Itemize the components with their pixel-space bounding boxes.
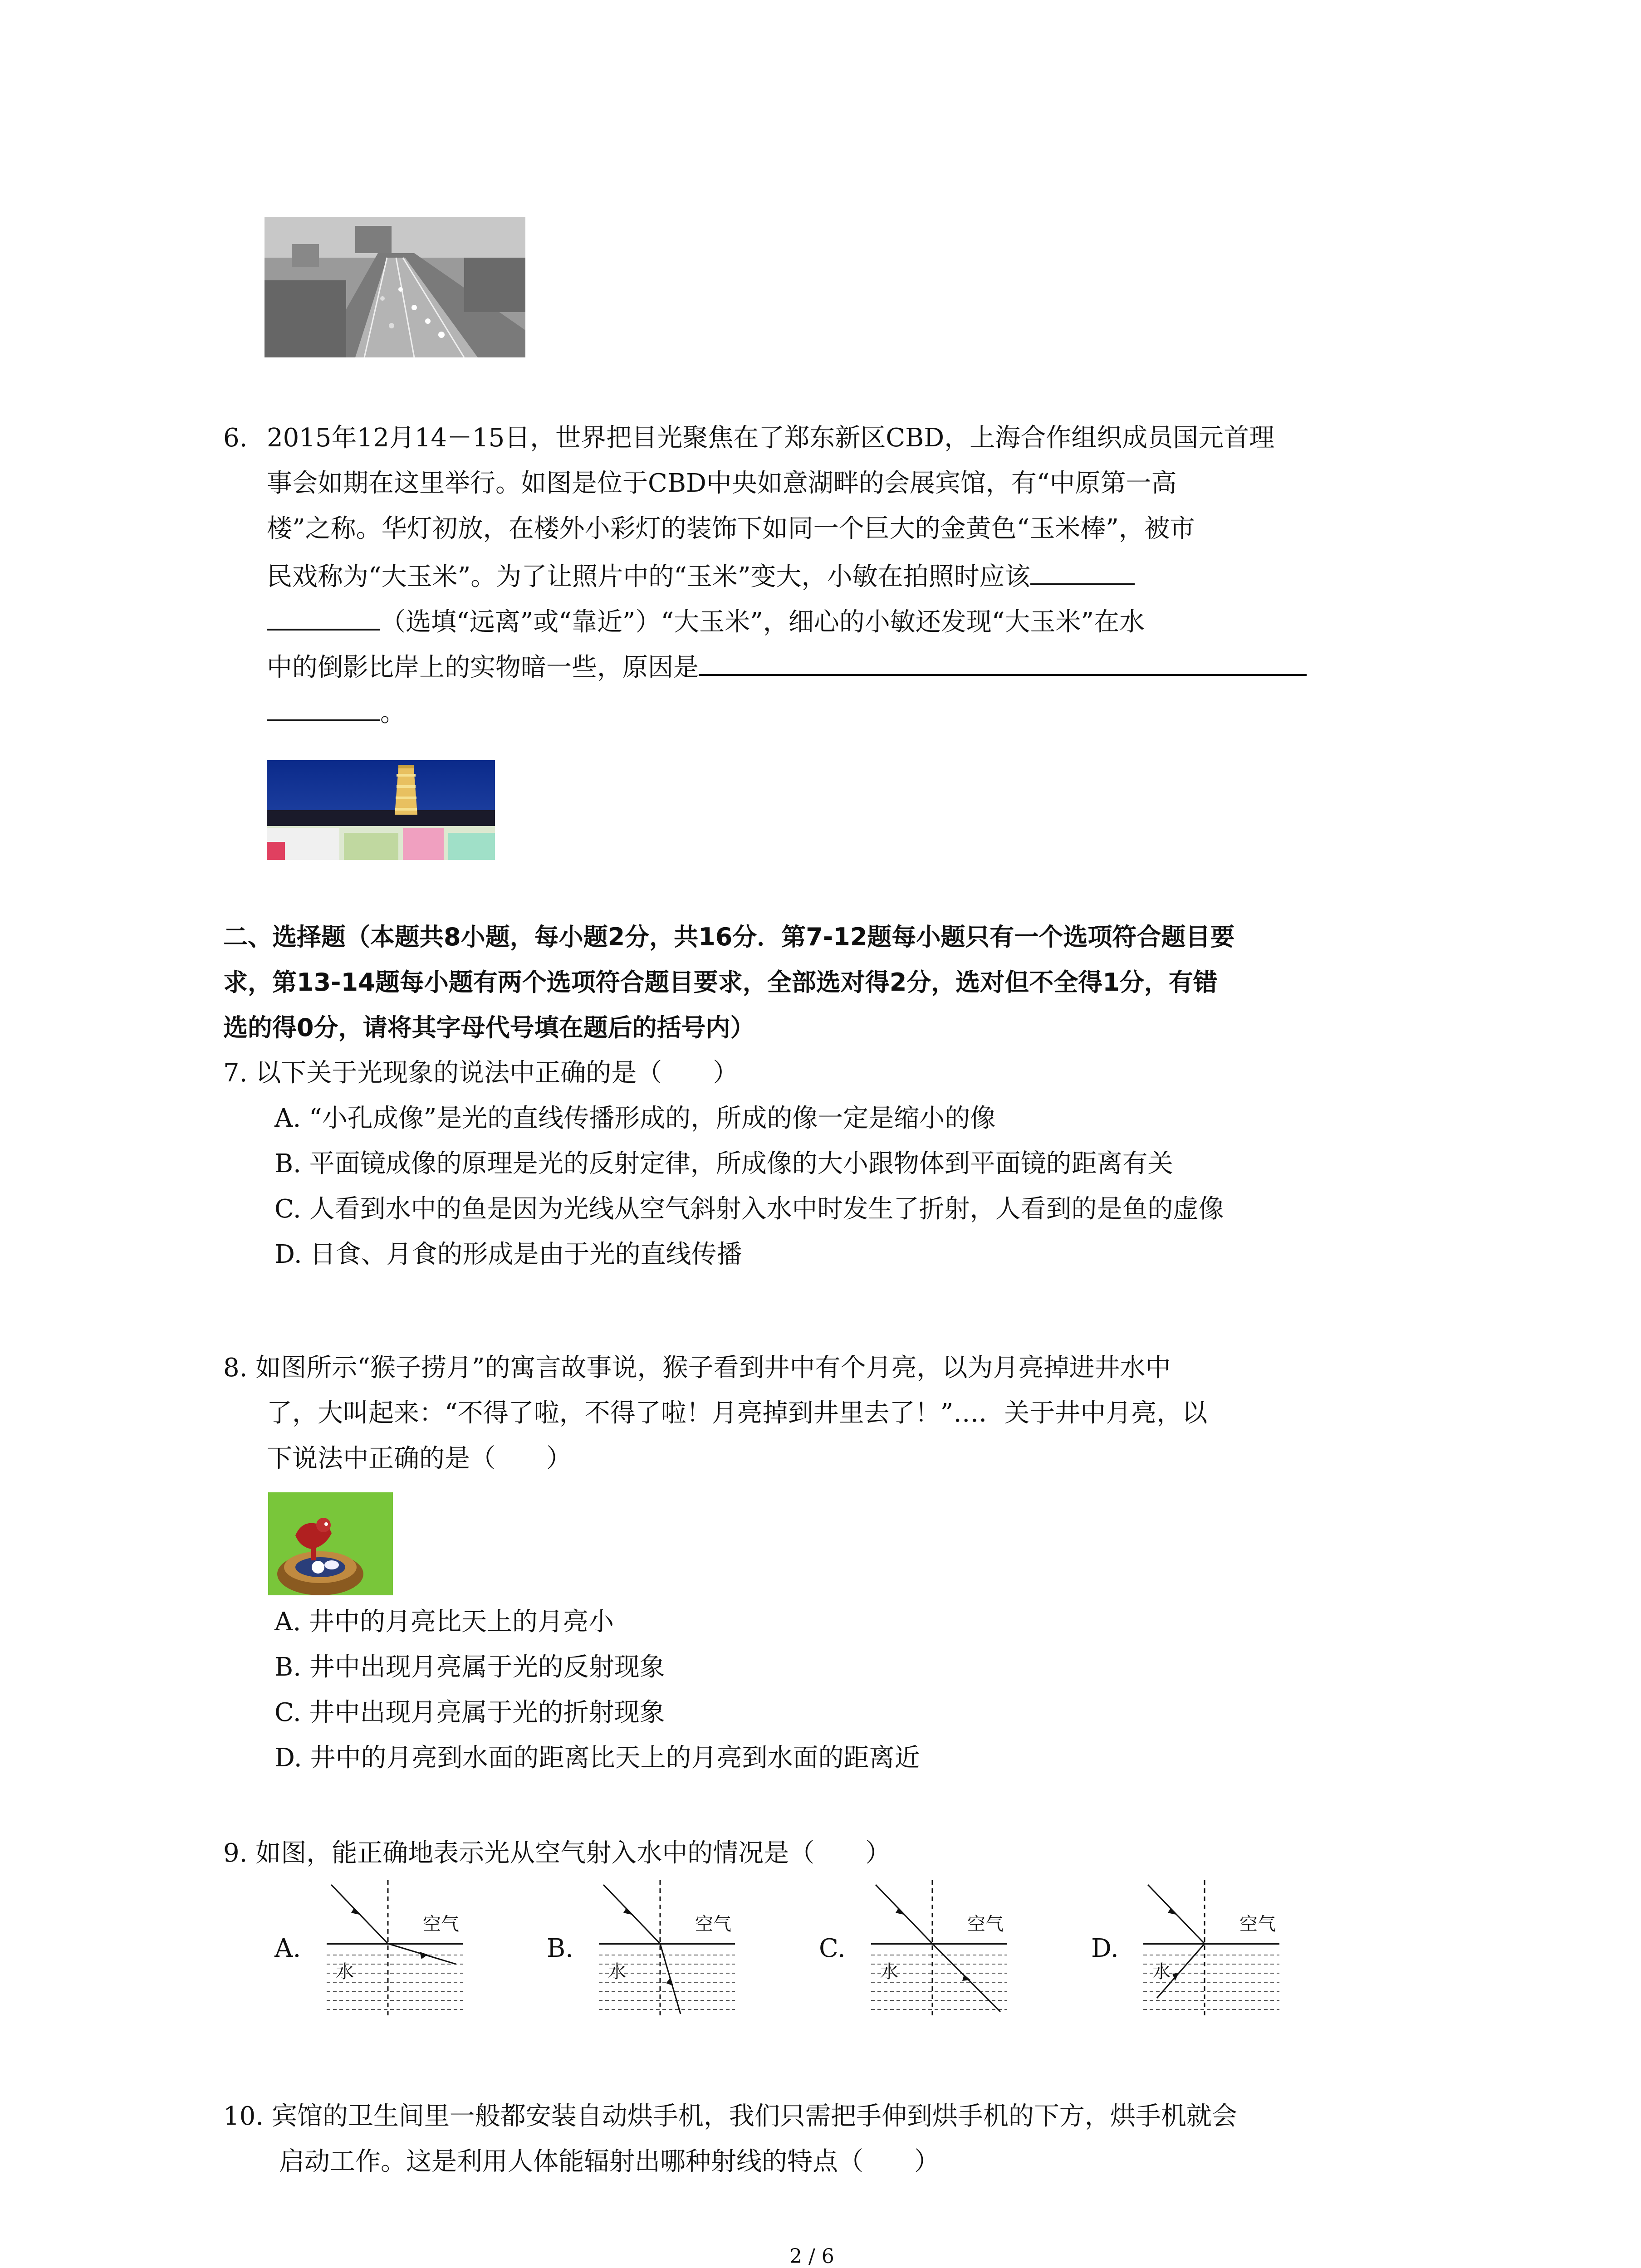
q9-option-d-label[interactable]: D. [1091,1934,1119,1963]
corn-tower-photo [267,760,495,860]
q6-line2: 事会如期在这里举行。如图是位于CBD中央如意湖畔的会展宾馆，有“中原第一高 [267,469,1177,498]
q9-stem: 9. 如图，能正确地表示光从空气射入水中的情况是（ ） [223,1838,891,1868]
section2-heading-line3: 选的得0分，请将其字母代号填在题后的括号内） [223,1013,755,1042]
air-label-a: 空气 [423,1914,459,1935]
q7-stem: 7. 以下关于光现象的说法中正确的是（ ） [223,1058,739,1088]
water-label-b: 水 [608,1961,626,1982]
q6-line6-text: 中的倒影比岸上的实物暗一些，原因是 [267,653,699,682]
q6-line4 [267,556,1135,595]
answer-blank-1-cont[interactable] [267,601,380,631]
q6-line6 [267,647,1307,686]
q10-line2: 启动工作。这是利用人体能辐射出哪种射线的特点（ ） [279,2147,940,2176]
q9-diagram-b [599,1880,744,2016]
q6-line7-end: 。 [380,698,406,728]
q9-diagram-a [327,1880,472,2016]
q8-option-a[interactable]: A. 井中的月亮比天上的月亮小 [274,1607,614,1637]
q8-option-b[interactable]: B. 井中出现月亮属于光的反射现象 [274,1652,665,1682]
q6-line4-text: 民戏称为“大玉米”。为了让照片中的“玉米”变大，小敏在拍照时应该 [267,562,1030,591]
q8-line3: 下说法中正确的是（ ） [267,1444,572,1473]
q6-number: 6. [223,423,248,453]
q9-option-c-label[interactable]: C. [819,1934,846,1963]
water-label-c: 水 [880,1961,898,1982]
water-label-a: 水 [336,1961,354,1982]
q10-line1: 10. 宾馆的卫生间里一般都安装自动烘手机，我们只需把手伸到烘手机的下方，烘手机就会 [223,2102,1237,2131]
answer-blank-1[interactable] [1030,556,1135,585]
q9-option-a-label[interactable]: A. [274,1934,301,1963]
q7-option-a[interactable]: A. “小孔成像”是光的直线传播形成的，所成的像一定是缩小的像 [274,1104,996,1133]
q9-diagram-d [1143,1880,1288,2016]
air-label-d: 空气 [1239,1914,1276,1935]
section2-heading-line1: 二、选择题（本题共8小题，每小题2分，共16分．第7-12题每小题只有一个选项符合题目要 [223,923,1235,951]
q8-line1: 8. 如图所示“猴子捞月”的寓言故事说，猴子看到井中有个月亮，以为月亮掉进井水中 [223,1353,1171,1383]
answer-blank-2[interactable] [699,647,1307,676]
q8-line2: 了，大叫起来：“不得了啦，不得了啦！月亮掉到井里去了！”…．关于井中月亮，以 [267,1398,1208,1428]
q8-option-d[interactable]: D. 井中的月亮到水面的距离比天上的月亮到水面的距离近 [274,1743,920,1773]
q6-line3: 楼”之称。华灯初放，在楼外小彩灯的装饰下如同一个巨大的金黄色“玉米棒”，被市 [267,514,1195,543]
monkey-well-illustration [268,1492,393,1595]
water-label-d: 水 [1152,1961,1171,1982]
answer-blank-2-cont[interactable] [267,692,380,721]
q6-line7 [267,692,406,731]
q9-diagram-c [871,1880,1016,2016]
page-number: 2 / 6 [789,2245,834,2268]
q7-option-b[interactable]: B. 平面镜成像的原理是光的反射定律，所成像的大小跟物体到平面镜的距离有关 [274,1149,1173,1178]
highway-photo [265,217,525,357]
section2-heading-line2: 求，第13-14题每小题有两个选项符合题目要求，全部选对得2分，选对但不全得1分，有错 [223,968,1218,997]
q7-option-d[interactable]: D. 日食、月食的形成是由于光的直线传播 [274,1240,742,1269]
q6-line1: 2015年12月14－15日，世界把目光聚焦在了郑东新区CBD，上海合作组织成员国元首理 [267,423,1275,453]
q7-option-c[interactable]: C. 人看到水中的鱼是因为光线从空气斜射入水中时发生了折射，人看到的是鱼的虚像 [274,1194,1224,1224]
q8-option-c[interactable]: C. 井中出现月亮属于光的折射现象 [274,1698,665,1727]
air-label-b: 空气 [695,1914,731,1935]
q6-line5-text: （选填“远离”或“靠近”）“大玉米”，细心的小敏还发现“大玉米”在水 [380,607,1145,637]
q9-option-b-label[interactable]: B. [547,1934,573,1963]
air-label-c: 空气 [967,1914,1004,1935]
q6-line5 [267,601,1145,640]
